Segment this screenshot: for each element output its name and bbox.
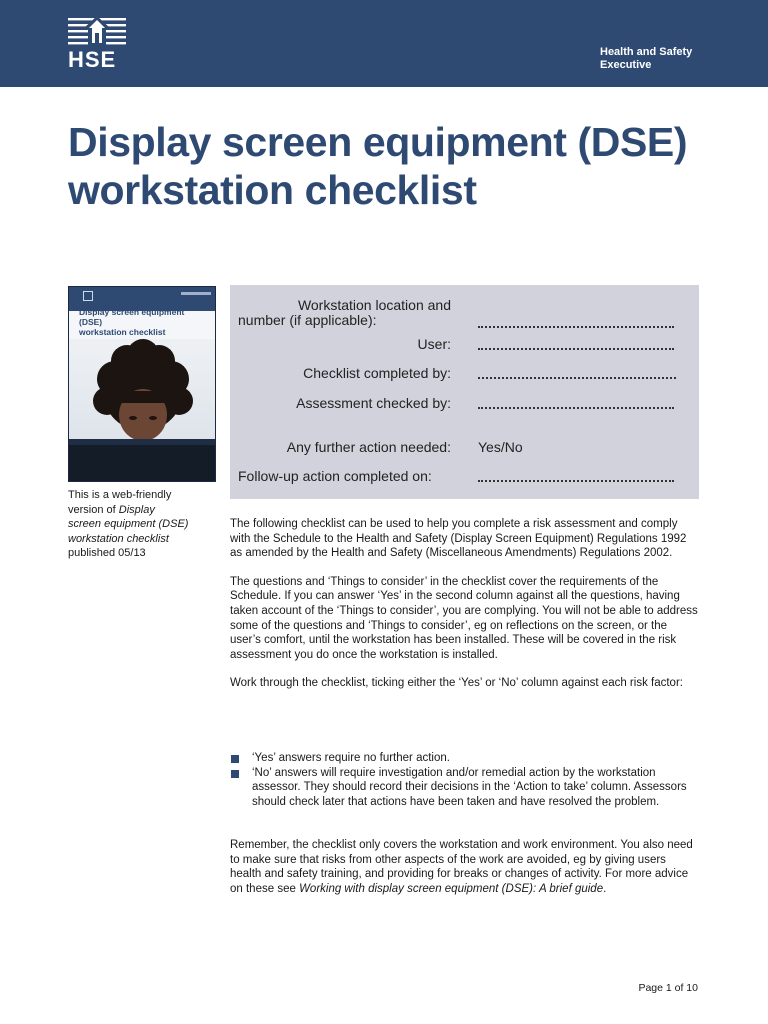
intro-paragraph: The following checklist can be used to help you complete a risk assessment and comply with the Schedule to the Health and Safety (Display Screen Equipment) Regulations 1992 as amended by the Health and Safety (Miscellaneous Amendments) Regulations 2002. — [230, 518, 687, 560]
page-number: Page 1 of 10 — [638, 982, 698, 994]
workstation-field[interactable] — [478, 318, 674, 328]
title-line1: Display screen equipment (DSE) — [68, 119, 688, 165]
list-item — [230, 766, 700, 810]
caption-line2 — [68, 503, 218, 518]
caption-line1: This is a web-friendly — [68, 489, 172, 501]
cover-photo — [69, 339, 216, 449]
cover-org-mark — [181, 292, 211, 295]
instructions-paragraph: Work through the checklist, ticking either the ‘Yes’ or ‘No’ column against each risk factor: — [230, 677, 683, 690]
caption-line2-prefix: version of — [68, 503, 119, 516]
remember-paragraph — [230, 838, 700, 896]
caption-line4-italic: workstation checklist — [68, 532, 169, 545]
checked-by-row — [230, 395, 699, 415]
completed-by-row — [230, 365, 699, 385]
questions-paragraph: The questions and ‘Things to consider’ in the checklist cover the requirements of the Schedule. If you can answer ‘Yes’ in the second column against all the questions, having taken account of the ‘Things to consider’, you are complying. You will not be able to address some of the questions and ‘Things to consider’, eg on reflections on the screen, or the user’s comfort, until the workstation has been installed. These will be covered in the risk assessment you do once the workstation is installed. — [230, 575, 698, 661]
hse-logo-text: HSE — [68, 47, 117, 72]
follow-up-field[interactable] — [478, 472, 674, 482]
org-name-line2: Executive — [600, 59, 652, 71]
list-item — [230, 751, 700, 766]
user-field[interactable] — [478, 340, 674, 350]
title-line2: workstation checklist — [68, 167, 477, 213]
checklist-details-form — [230, 285, 699, 499]
hse-logo-icon — [68, 16, 126, 50]
org-name-line1: Health and Safety — [600, 46, 693, 58]
caption-line5: published 05/13 — [68, 547, 146, 559]
caption-line3 — [68, 517, 218, 532]
user-row — [230, 336, 699, 356]
follow-up-label: Follow-up action completed on: — [238, 468, 432, 484]
follow-up-row — [230, 468, 699, 488]
bullet-text: ‘No’ answers will require investigation and/or remedial action by the workstation assessor. They should record their decisions in the ‘Action to take’ column. Assessors should check later that actions have been taken and have resolved the problem. — [252, 766, 687, 808]
bullet-square-icon — [231, 770, 239, 778]
caption-line3-italic: screen equipment (DSE) — [68, 518, 189, 530]
remember-text: Remember, the checklist only covers the workstation and work environment. You also need to make sure that risks from other aspects of the work are avoided, eg by giving users health and safety training, and providing for breaks or changes of activity. For more advice on these see — [230, 839, 693, 895]
caption-line4 — [68, 532, 218, 547]
caption-line2-italic: Display — [118, 503, 155, 516]
checked-by-label: Assessment checked by: — [296, 395, 451, 411]
cover-logo-icon — [83, 291, 93, 301]
bullet-text: ‘Yes’ answers require no further action. — [252, 752, 450, 764]
cover-monitor — [69, 445, 216, 482]
body-closing — [230, 838, 700, 910]
bullet-square-icon — [231, 755, 239, 763]
person-photo-icon — [69, 339, 216, 449]
completed-by-label: Checklist completed by: — [303, 365, 451, 381]
header-bar — [0, 0, 768, 87]
further-action-value[interactable]: Yes/No — [478, 439, 523, 455]
workstation-label-line2: number (if applicable): — [238, 312, 377, 328]
body-intro — [230, 517, 700, 705]
further-action-label: Any further action needed: — [286, 439, 451, 455]
workstation-row — [230, 297, 699, 331]
completed-by-field[interactable] — [478, 369, 676, 379]
hse-logo — [68, 14, 126, 72]
cover-title-line2: workstation checklist — [79, 327, 166, 337]
organization-name — [600, 46, 750, 72]
brief-guide-title: Working with display screen equipment (DSE): A brief guide — [299, 882, 604, 895]
cover-title-text — [79, 307, 209, 337]
further-action-row — [230, 439, 699, 459]
workstation-label-line1: Workstation location and — [297, 297, 451, 313]
user-label: User: — [417, 336, 451, 352]
answer-bullet-list — [230, 751, 700, 809]
cover-thumbnail — [68, 286, 216, 482]
cover-caption — [68, 488, 218, 561]
checked-by-field[interactable] — [478, 399, 674, 409]
cover-title-line1: Display screen equipment (DSE) — [79, 307, 185, 327]
remember-end: . — [603, 882, 607, 895]
page-title — [68, 118, 748, 214]
